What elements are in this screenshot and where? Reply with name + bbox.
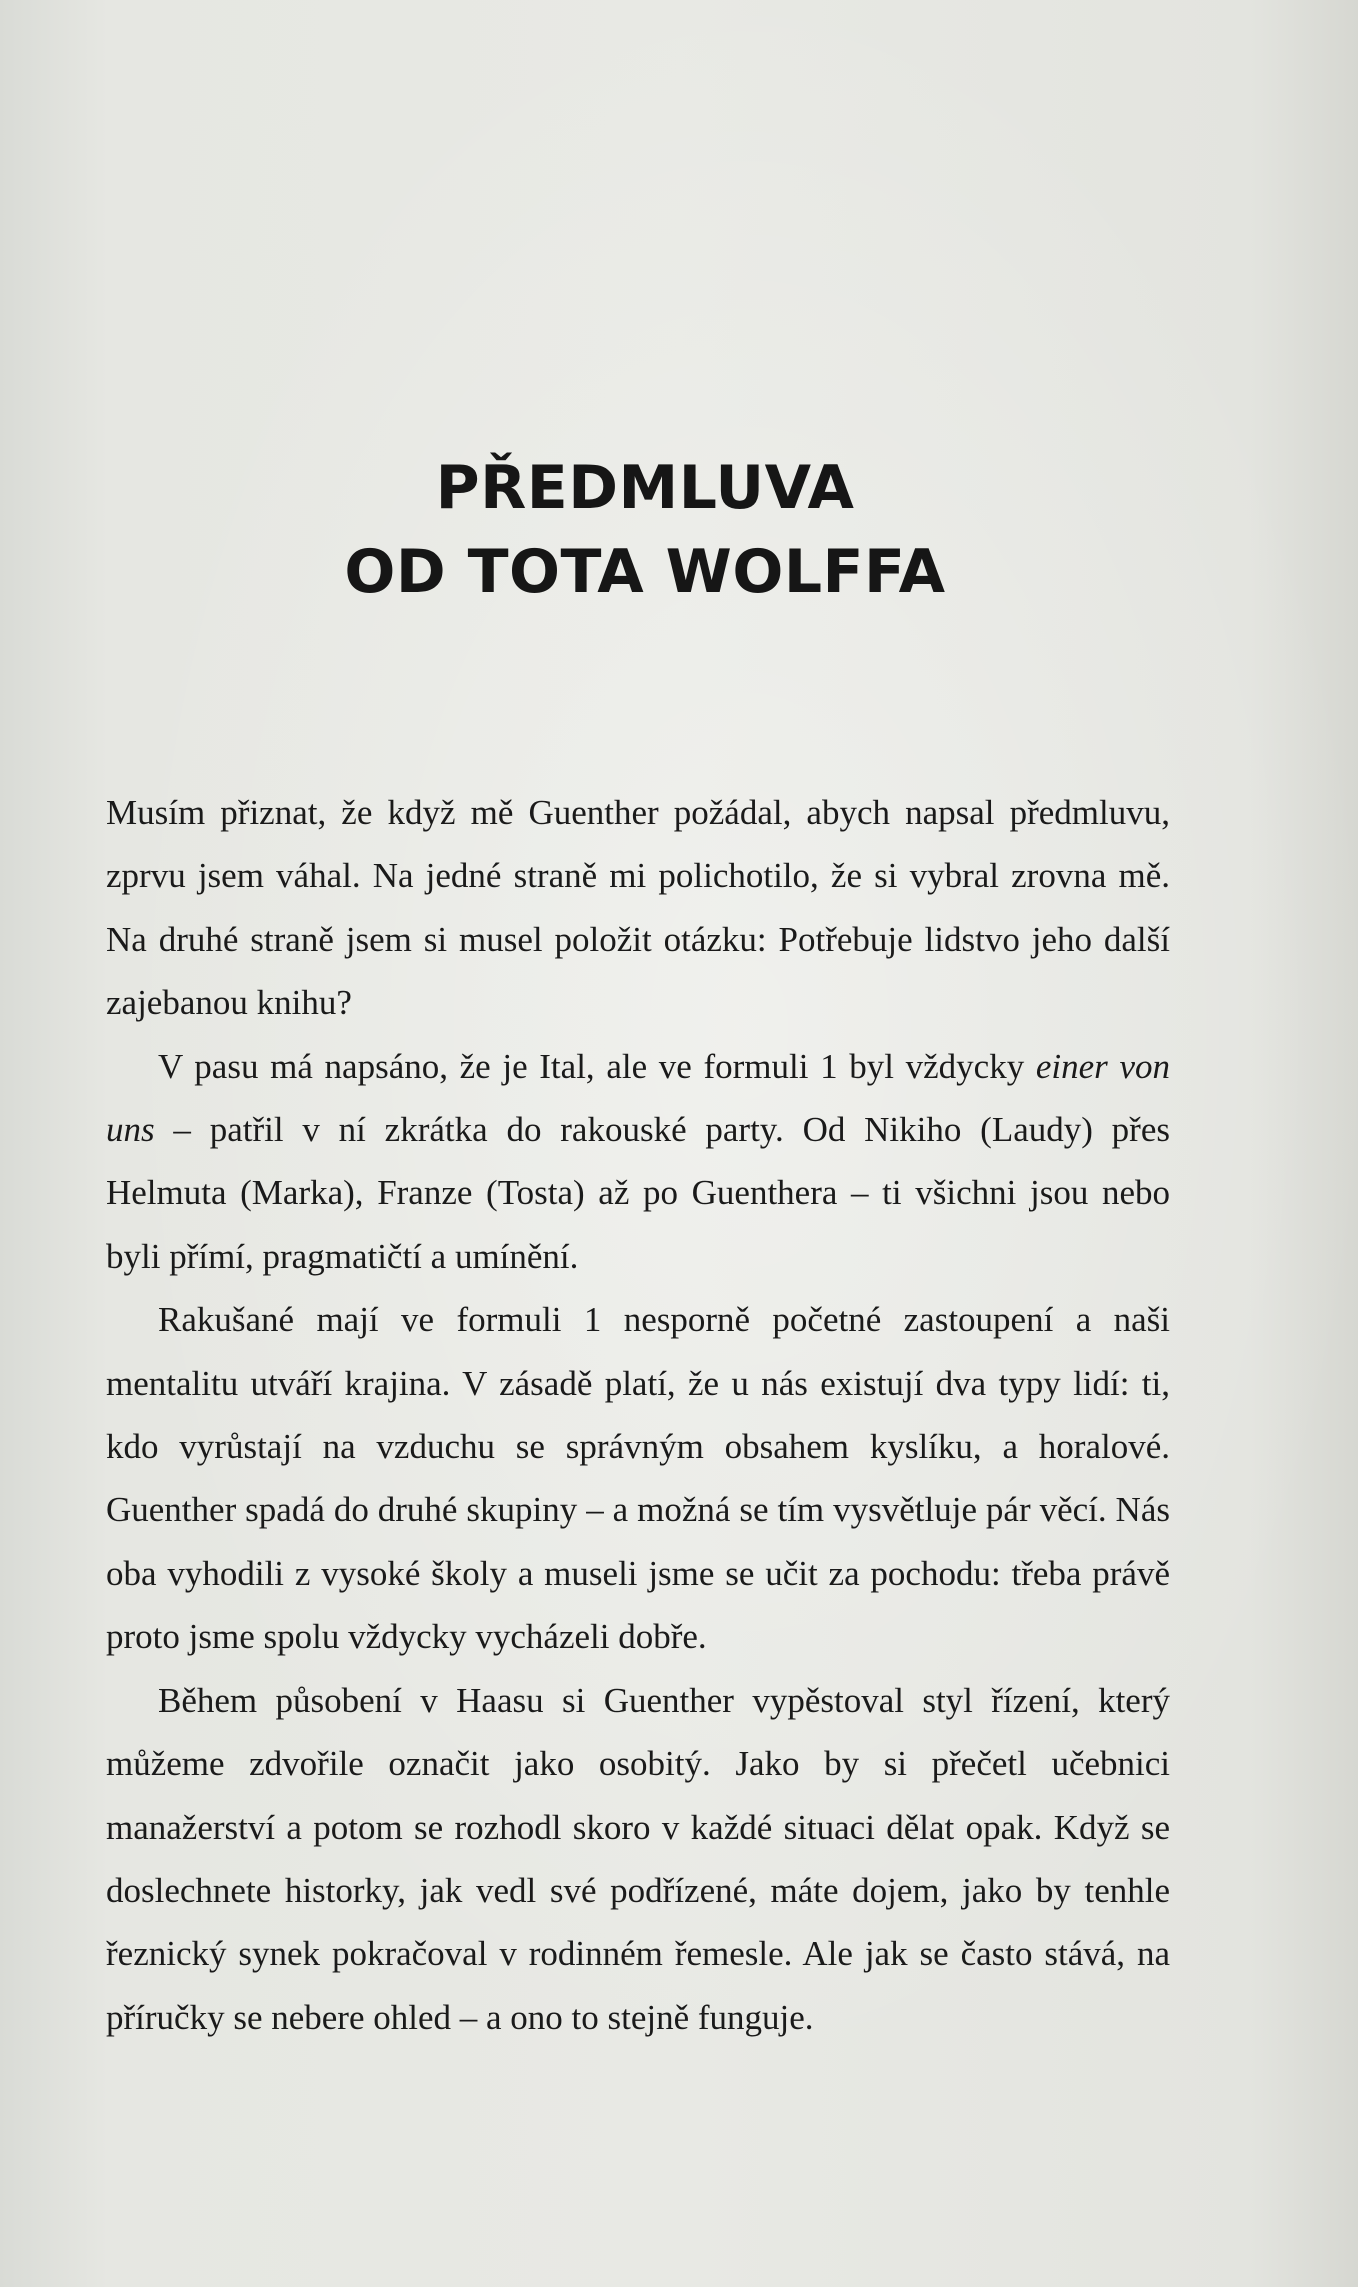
- paragraph-2-start: V pasu má napsáno, že je Ital, ale ve formuli 1 byl vždycky: [158, 1046, 1036, 1086]
- paragraph-3: Rakušané mají ve formuli 1 nesporně početné zastoupení a naši mentalitu utváří krajina. V zásadě platí, že u nás existují dva typy lidí: ti, kdo vyrůstají na vzduchu se správným obsahem kyslíku, a horalové. Guenther spadá do druhé skupiny – a možná se tím vysvětluje pár věcí. Nás oba vyhodili z vysoké školy a museli jsme se učit za pochodu: třeba právě proto jsme spolu vždycky vycházeli dobře.: [106, 1300, 1170, 1657]
- paragraph-1: Musím přiznat, že když mě Guenther požádal, abych napsal předmluvu, zprvu jsem váhal. Na jedné straně mi polichotilo, že si vybral zrovna mě. Na druhé straně jsem si musel položit otázku: Potřebuje lidstvo jeho další zajebanou knihu?: [106, 793, 1170, 1023]
- paragraph-2-italic-phrase: einer von uns: [106, 1046, 1170, 1150]
- paragraph-2: [106, 1035, 1170, 1289]
- paragraph-2-end: – patřil v ní zkrátka do rakouské party. Od Nikiho (Laudy) přes Helmuta (Marka), Franze (Tosta) až po Guenthera – ti všichni jsou nebo byli přímí, pragmatičtí a umínění.: [106, 1110, 1170, 1276]
- chapter-title-line-1: PŘEDMLUVA: [435, 453, 855, 523]
- paragraph-4: Během působení v Haasu si Guenther vypěstoval styl řízení, který můžeme zdvořile označit jako osobitý. Jako by si přečetl učebnici manažerství a potom se rozhodl skoro v každé situaci dělat opak. Když se doslechnete historky, jak vedl své podřízené, máte dojem, jako by tenhle řeznický synek pokračoval v rodinném řemesle. Ale jak se často stává, na příručky se nebere ohled – a ono to stejně funguje.: [106, 1680, 1170, 2037]
- chapter-title-line-2: OD TOTA WOLFFA: [344, 537, 946, 607]
- chapter-body: [106, 781, 1170, 2049]
